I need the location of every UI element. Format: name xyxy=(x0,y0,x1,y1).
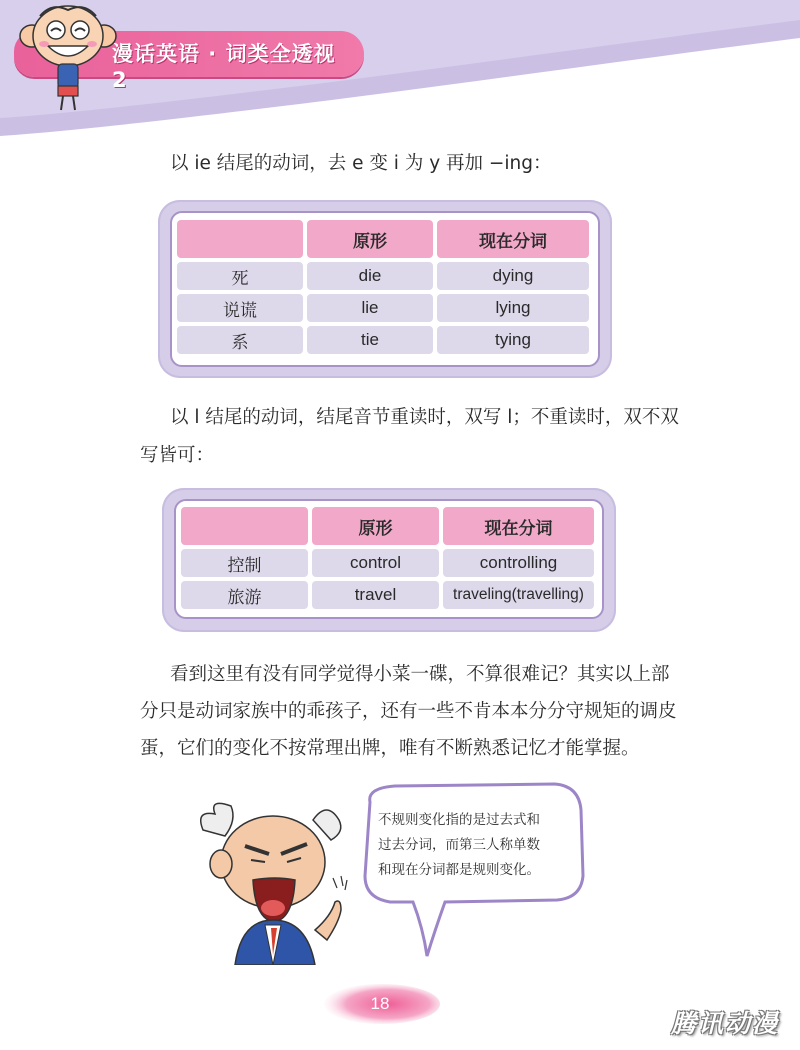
table-ie-cell-meaning: 说谎 xyxy=(177,294,303,322)
table-ie-cell-meaning: 死 xyxy=(177,262,303,290)
body-text-line3: 蛋，它们的变化不按常理出牌，唯有不断熟悉记忆才能掌握。 xyxy=(140,738,640,759)
table-ie-header-base: 原形 xyxy=(307,220,433,258)
table-ie-header-participle: 现在分词 xyxy=(437,220,589,258)
rule-l-text-line1: 以 l 结尾的动词，结尾音节重读时，双写 l；不重读时，双不双 xyxy=(170,407,679,428)
watermark: 腾讯动漫 xyxy=(670,1009,779,1038)
speech-bubble-line2: 过去分词，而第三人称单数 xyxy=(378,837,540,853)
mascot-boy-illustration xyxy=(18,2,118,114)
table-l-cell-meaning: 旅游 xyxy=(181,581,308,609)
table-l-cell-participle: controlling xyxy=(443,549,594,577)
rule-ie-text: 以 ie 结尾的动词，去 e 变 i 为 y 再加 −ing： xyxy=(170,153,552,174)
body-text-line1: 看到这里有没有同学觉得小菜一碟，不算很难记？其实以上部 xyxy=(170,664,670,685)
table-l-cell-participle: traveling(travelling) xyxy=(443,581,594,609)
speech-bubble-text xyxy=(378,808,588,883)
table-l-header-participle: 现在分词 xyxy=(443,507,594,545)
page-number: 18 xyxy=(370,994,390,1013)
table-ie-cell-base: lie xyxy=(307,294,433,322)
speech-bubble-line3: 和现在分词都是规则变化。 xyxy=(378,862,540,878)
table-l-header-blank xyxy=(181,507,308,545)
table-ie-cell-base: die xyxy=(307,262,433,290)
speech-bubble-line1: 不规则变化指的是过去式和 xyxy=(378,812,540,828)
rule-l-text-line2: 写皆可： xyxy=(140,445,215,466)
series-title: 漫话英语 · 词类全透视 2 xyxy=(112,42,336,92)
table-ie-cell-base: tie xyxy=(307,326,433,354)
table-l-cell-meaning: 控制 xyxy=(181,549,308,577)
table-l-cell-base: travel xyxy=(312,581,439,609)
body-text-line2: 分只是动词家族中的乖孩子，还有一些不肯本本分分守规矩的调皮 xyxy=(140,701,677,722)
table-l-cell-base: control xyxy=(312,549,439,577)
table-ie-cell-participle: tying xyxy=(437,326,589,354)
table-ie-header-blank xyxy=(177,220,303,258)
table-ie-cell-meaning: 系 xyxy=(177,326,303,354)
table-ie-cell-participle: dying xyxy=(437,262,589,290)
table-ie-cell-participle: lying xyxy=(437,294,589,322)
table-l-header-base: 原形 xyxy=(312,507,439,545)
